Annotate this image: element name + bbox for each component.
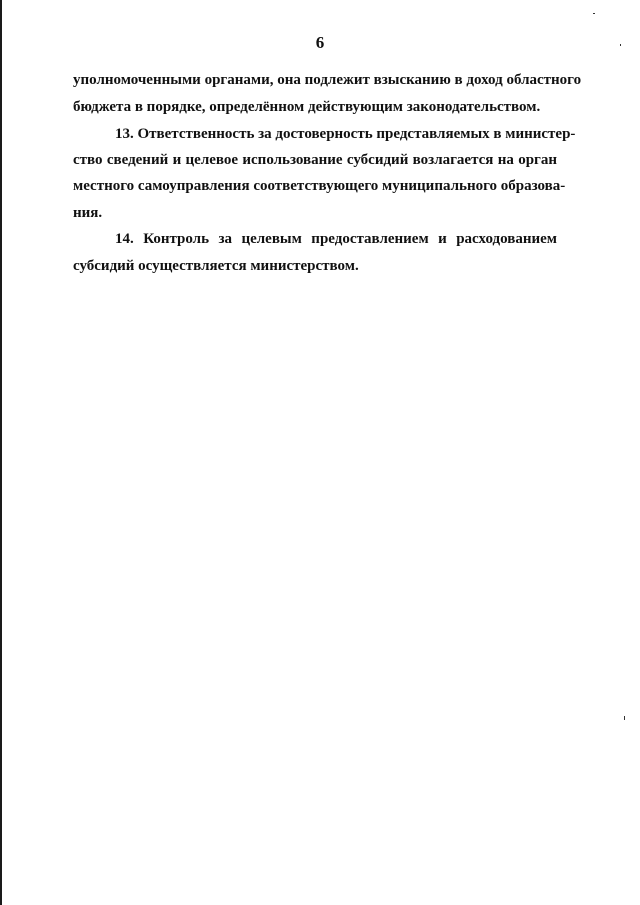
clause-13-line: 13. Ответственность за достоверность представляемых в министер- xyxy=(115,126,576,142)
scan-speck xyxy=(593,13,595,14)
clause-13-line: местного самоуправления соответствующего муниципального образова- xyxy=(73,178,566,194)
scan-speck xyxy=(624,716,625,720)
scan-border xyxy=(0,0,2,905)
clause-14-line: 14. Контроль за целевым предоставлением и расходованием xyxy=(115,231,557,247)
clause-13-line: ство сведений и целевое использование субсидий возлагается на орган xyxy=(73,152,557,168)
page-number: 6 xyxy=(315,33,325,52)
clause-14-line: субсидий осуществляется министерством. xyxy=(73,258,359,274)
paragraph-line: бюджета в порядке, определённом действующим законодательством. xyxy=(73,99,541,115)
paragraph-line: уполномоченными органами, она подлежит взысканию в доход областного xyxy=(73,72,582,88)
clause-13-line: ния. xyxy=(73,205,103,221)
